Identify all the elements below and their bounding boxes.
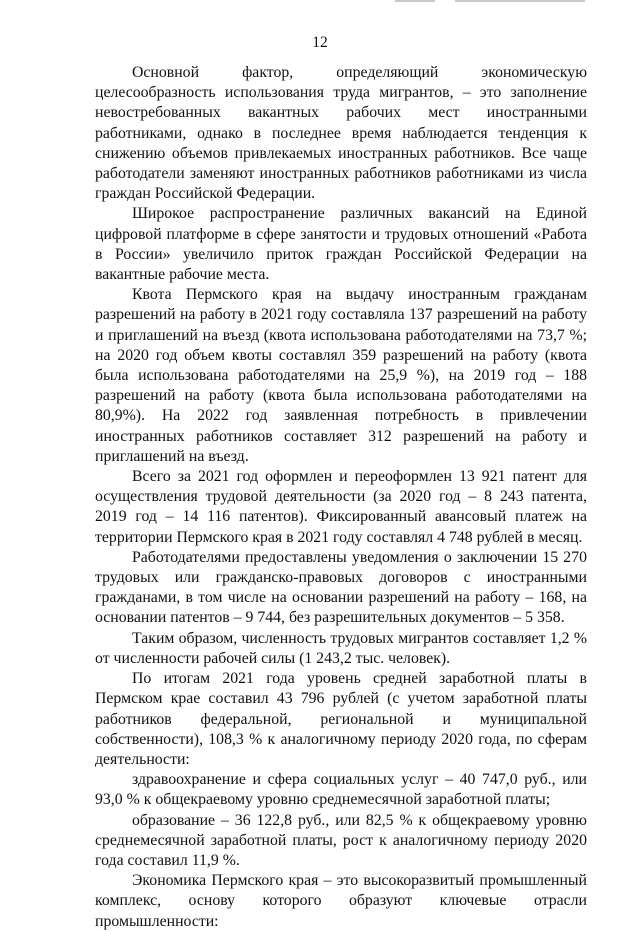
paragraph-labor-migrants-factor: Основной фактор, определяющий экономическую целесообразность использования труда мигрантов, – это заполнение невостребованных вакантных рабочих мест иностранными работниками, однако в последнее время наблюдается тенденция к снижению объемов привлекаемых иностранных работников. Все чаще работодатели заменяют иностранных работников работниками из числа граждан Российской Федерации. xyxy=(95,64,587,203)
scan-edge-mark-right xyxy=(455,0,585,2)
paragraph-employer-notifications: Работодателями предоставлены уведомления о заключении 15 270 трудовых или гражданско-правовых договоров с иностранными гражданами, в том числе на основании разрешений на работу – 168, на основании патентов – 9 744, без разрешительных документов – 5 358. xyxy=(95,548,587,627)
scan-edge-mark-left xyxy=(395,0,435,2)
paragraph-economy: Экономика Пермского края – это высокоразвитый промышленный комплекс, основу которого образуют ключевые отрасли промышленности: xyxy=(95,872,587,930)
document-body xyxy=(95,63,587,932)
paragraph-average-salary: По итогам 2021 года уровень средней заработной платы в Пермском крае составил 43 796 рублей (с учетом заработной платы работников федеральной, региональной и муниципальной собственности), 108,3 % к аналогичному периоду 2020 года, по сферам деятельности: xyxy=(95,670,587,768)
paragraph-quota: Квота Пермского края на выдачу иностранным гражданам разрешений на работу в 2021 году составляла 137 разрешений на работу и приглашений на въезд (квота использована работодателями на 73,7 %; на 2020 год объем квоты составлял 359 разрешений на работу (квота была использована работодателями на 25,9 %), на 2019 год – 188 разрешений на работу (квота была использована работодателями на 80,9%). На 2022 год заявленная потребность в привлечении иностранных работников составляет 312 разрешений на работу и приглашений на въезд. xyxy=(95,286,587,465)
paragraph-healthcare-salary: здравоохранение и сфера социальных услуг – 40 747,0 руб., или 93,0 % к общекраевому уровню среднемесячной заработной платы; xyxy=(95,771,587,809)
paragraph-migrant-share: Таким образом, численность трудовых мигрантов составляет 1,2 % от численности рабочей силы (1 243,2 тыс. человек). xyxy=(95,629,587,667)
paragraph-education-salary: образование – 36 122,8 руб., или 82,5 % к общекраевому уровню среднемесячной заработной платы, рост к аналогичному периоду 2020 года составил 11,9 %. xyxy=(95,811,587,869)
paragraph-patents: Всего за 2021 год оформлен и переоформлен 13 921 патент для осуществления трудовой деятельности (за 2020 год – 8 243 патента, 2019 год – 14 116 патентов). Фиксированный авансовый платеж на территории Пермского края в 2021 году составлял 4 748 рублей в месяц. xyxy=(95,468,587,546)
page-number: 12 xyxy=(312,34,328,51)
paragraph-digital-platform: Широкое распространение различных вакансий на Единой цифровой платформе в сфере занятости и трудовых отношений «Работа в России» увеличило приток граждан Российской Федерации на вакантные рабочие места. xyxy=(95,205,587,284)
